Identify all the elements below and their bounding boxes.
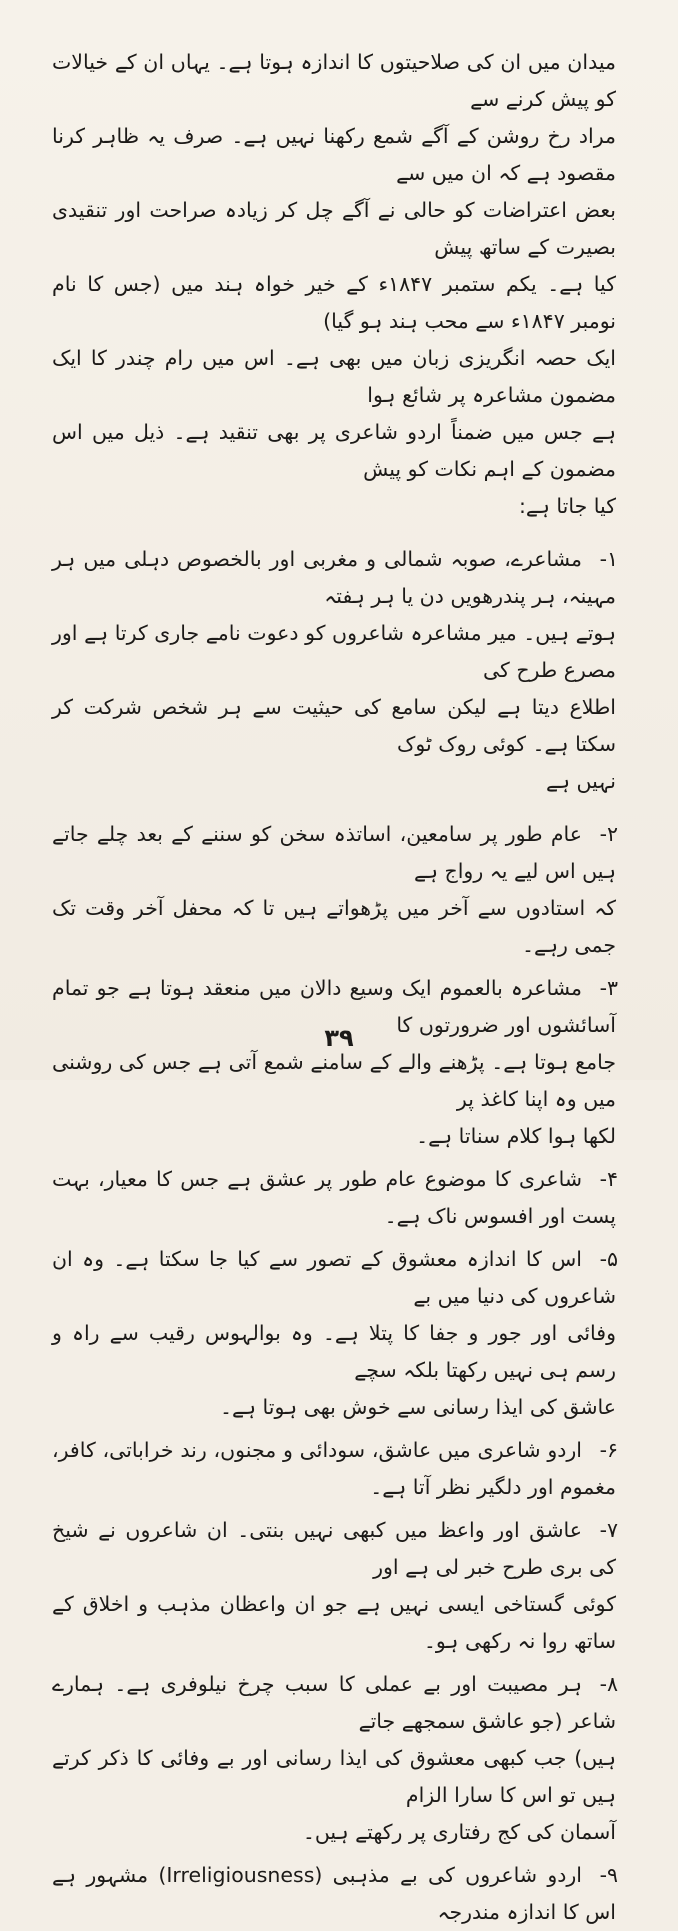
item-line: وفائی اور جور و جفا کا پتلا ہے۔ وہ بوالہوس رقیب سے راہ و رسم ہی نہیں رکھتا بلکہ سچے (52, 1321, 616, 1382)
intro-paragraph (52, 44, 616, 525)
list-item-9 (52, 1857, 616, 1931)
item-line: شاعری کا موضوع عام طور پر عشق ہے جس کا معیار، بہت پست اور افسوس ناک ہے۔ (52, 1167, 616, 1228)
item-number: ۳- (599, 976, 618, 1000)
item-number: ۸- (599, 1672, 618, 1696)
item-number: ۷- (599, 1518, 618, 1542)
item-number: ۵- (599, 1247, 618, 1271)
list-item-7 (52, 1512, 616, 1660)
intro-line: کیا ہے۔ یکم ستمبر ۱۸۴۷ء کے خیر خواہ ہند میں (جس کا نام نومبر ۱۸۴۷ء سے محب ہند ہو گیا) (52, 272, 616, 333)
intro-line: ہے جس میں ضمناً اردو شاعری پر بھی تنقید ہے۔ ذیل میں اس مضمون کے اہم نکات کو پیش (52, 420, 616, 481)
item-line: عام طور پر سامعین، اساتذہ سخن کو سننے کے بعد چلے جاتے ہیں اس لیے یہ رواج ہے (52, 822, 616, 883)
list-item-3 (52, 970, 616, 1155)
item-line: آسمان کی کج رفتاری پر رکھتے ہیں۔ (302, 1820, 616, 1844)
item-line: ہوتے ہیں۔ میر مشاعرہ شاعروں کو دعوت نامے جاری کرتا ہے اور مصرع طرح کی (52, 621, 616, 682)
intro-line: بعض اعتراضات کو حالی نے آگے چل کر زیادہ صراحت اور تنقیدی بصیرت کے ساتھ پیش (52, 198, 616, 259)
list-item-5 (52, 1241, 616, 1426)
list-item-1 (52, 541, 616, 800)
item-number: ۲- (599, 822, 618, 846)
list-item-2 (52, 816, 616, 964)
intro-line: ایک حصہ انگریزی زبان میں بھی ہے۔ اس میں رام چندر کا ایک مضمون مشاعرہ پر شائع ہوا (52, 346, 616, 407)
item-line: لکھا ہوا کلام سناتا ہے۔ (416, 1124, 616, 1148)
item-number: ۱- (599, 547, 618, 571)
item-line: نہیں ہے (545, 769, 616, 793)
item-line: عاشق کی ایذا رسانی سے خوش بھی ہوتا ہے۔ (219, 1395, 616, 1419)
item-line: ہیں) جب کبھی معشوق کی ایذا رسانی اور بے وفائی کا ذکر کرتے ہیں تو اس کا سارا الزام (52, 1746, 616, 1807)
list-item-8 (52, 1666, 616, 1851)
item-number: ۴- (599, 1167, 618, 1191)
item-line: مشاعرہ بالعموم ایک وسیع دالان میں منعقد ہوتا ہے جو تمام آسائشوں اور ضرورتوں کا (52, 976, 616, 1037)
item-line: ہر مصیبت اور بے عملی کا سبب چرخ نیلوفری ہے۔ ہمارے شاعر (جو عاشق سمجھے جاتے (52, 1672, 616, 1733)
item-line: مشاعرے، صوبہ شمالی و مغربی اور بالخصوص دہلی میں ہر مہینہ، ہر پندرھویں دن یا ہر ہفتہ (52, 547, 616, 608)
list-item-4 (52, 1161, 616, 1235)
item-line: کہ استادوں سے آخر میں پڑھواتے ہیں تا کہ محفل آخر وقت تک جمی رہے۔ (52, 896, 616, 957)
item-line: اطلاع دیتا ہے لیکن سامع کی حیثیت سے ہر شخص شرکت کر سکتا ہے۔ کوئی روک ٹوک (52, 695, 616, 756)
item-line: اس کا اندازہ معشوق کے تصور سے کیا جا سکتا ہے۔ وہ ان شاعروں کی دنیا میں بے (52, 1247, 616, 1308)
item-line: اردو شاعروں کی بے مذہبی (Irreligiousness) مشہور ہے اس کا اندازہ مندرجہ (52, 1863, 616, 1924)
item-line: اردو شاعری میں عاشق، سودائی و مجنوں، رند خراباتی، کافر، مغموم اور دلگیر نظر آتا ہے۔ (52, 1438, 616, 1499)
page-number: ۳۹ (324, 1024, 354, 1052)
intro-line: میدان میں ان کی صلاحیتوں کا اندازہ ہوتا ہے۔ یہاں ان کے خیالات کو پیش کرنے سے (52, 50, 616, 111)
item-number: ۶- (599, 1438, 618, 1462)
item-line: جامع ہوتا ہے۔ پڑھنے والے کے سامنے شمع آتی ہے جس کی روشنی میں وہ اپنا کاغذ پر (52, 1050, 616, 1111)
intro-line: کیا جاتا ہے: (518, 494, 616, 518)
item-line: عاشق اور واعظ میں کبھی نہیں بنتی۔ ان شاعروں نے شیخ کی بری طرح خبر لی ہے اور (52, 1518, 616, 1579)
intro-line: مراد رخ روشن کے آگے شمع رکھنا نہیں ہے۔ صرف یہ ظاہر کرنا مقصود ہے کہ ان میں سے (52, 124, 616, 185)
item-line: کوئی گستاخی ایسی نہیں ہے جو ان واعظان مذہب و اخلاق کے ساتھ روا نہ رکھی ہو۔ (52, 1592, 616, 1653)
item-number: ۹- (599, 1863, 618, 1887)
list-item-6 (52, 1432, 616, 1506)
